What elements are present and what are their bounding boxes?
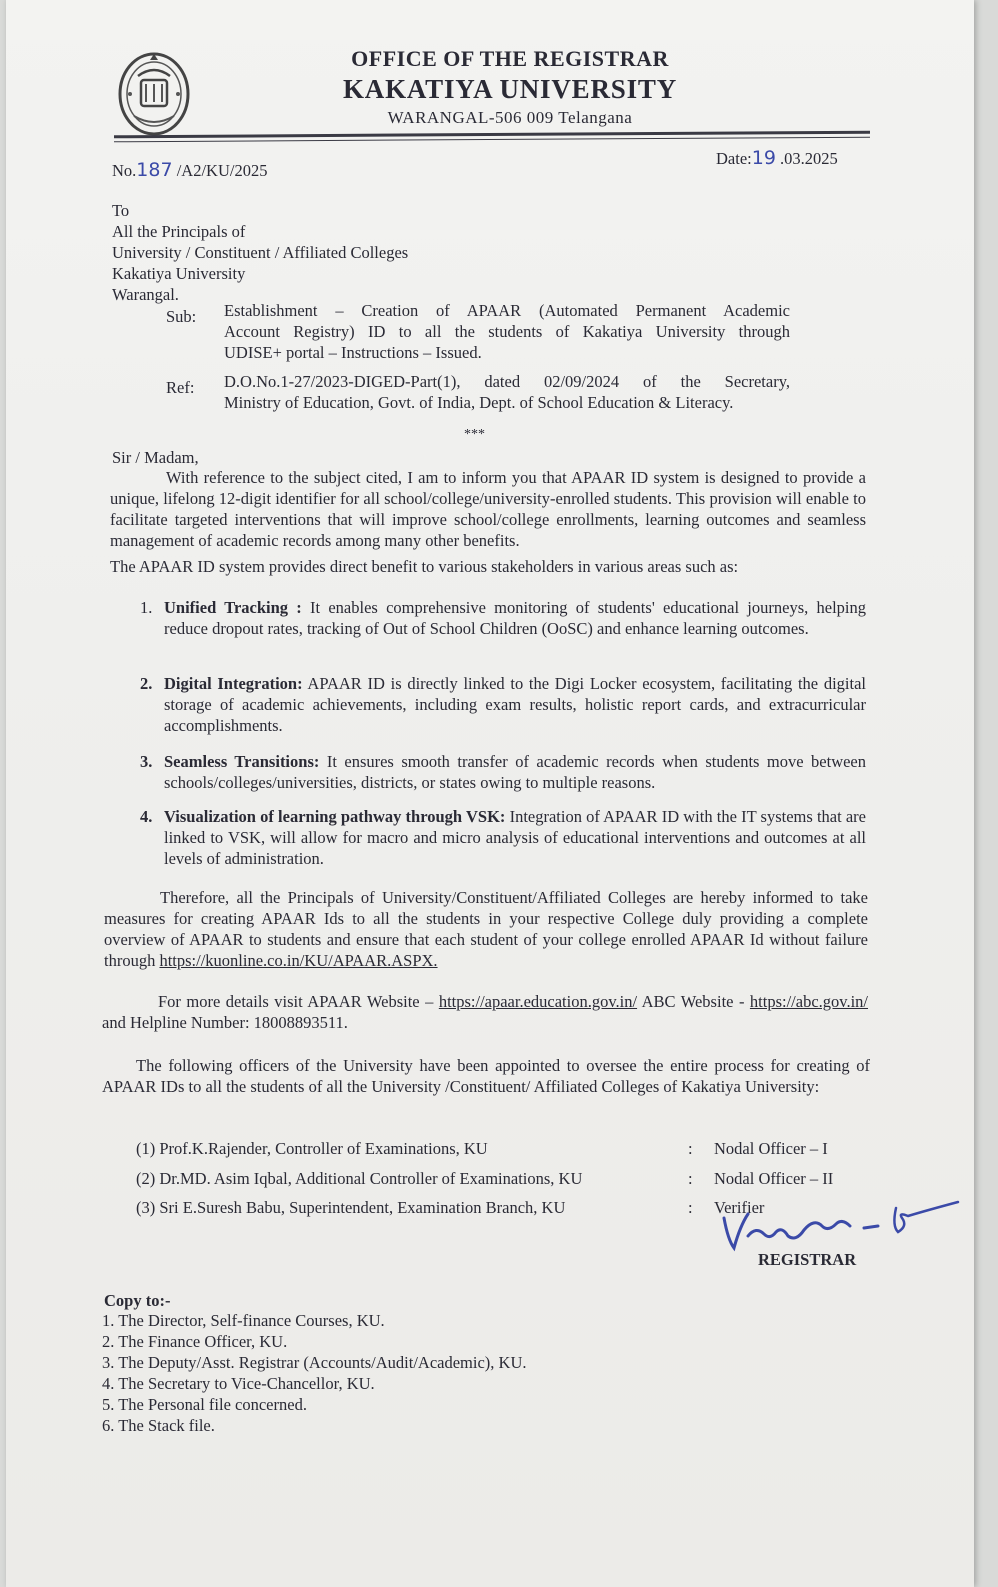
- registrar-signature-icon: [718, 1196, 968, 1256]
- officer-separator: :: [688, 1169, 693, 1188]
- subject-label: Sub:: [166, 307, 197, 326]
- officer-name: (3) Sri E.Suresh Babu, Superintendent, Examination Branch, KU: [136, 1198, 566, 1217]
- officer-separator: :: [688, 1139, 693, 1158]
- letter-number: No.187 /A2/KU/2025: [112, 159, 268, 181]
- benefits-intro: The APAAR ID system provides direct benefit to various stakeholders in various areas such as:: [110, 557, 739, 576]
- apaar-website-link[interactable]: https://apaar.education.gov.in/: [438, 992, 638, 1011]
- letter-sheet: OFFICE OF THE REGISTRAR KAKATIYA UNIVERSITY WARANGAL-506 009 Telangana No.187 /A2/KU/2025 Date:19 .03.2025 To All the Principals of University / Constituent / Affiliated Colleges Kakatiya University Warangal. Sub: Establishment – Creation of APAAR (Automated Permanent Academic Account Registry) ID to all the students of Kakatiya University through UDISE+ portal – Instructions – Issued. Ref: D.O.No.1-27/2023-DIGED-Part(1), dated 02/09/2024 of the Secretary, Ministry of Education, Govt. of India, Dept. of School Education & Literacy. *** Sir / Madam, With reference to the subject cited, I am to inform you that APAAR ID system is designed to provide a unique, lifelong 12-digit identifier for all school/college/university-enrolled students. This provision will enable to facilitate targeted interventions that will improve school/college enrollments, learning outcomes and seamless management of academic records among many other benefits. The APAAR ID system provides direct benefit to various stakeholders in various areas such as: 1. Unified Tracking : It enables comprehensive monitoring of students' educational journeys, helping reduce dropout rates, tracking of Out of School Children (OoSC) and enhance learning outcomes. 2. Digital Integration: APAAR ID is directly linked to the Digi Locker ecosystem, facilitating the digital storage of academic achievements, including exam results, holistic report cards, and extracurricular accomplishments. 3. Seamless Transitions: It ensures smooth transfer of academic records when students move between schools/colleges/universities, districts, or states owing to multiple reasons. 4. Visualization of learning pathway through VSK: Integration of APAAR ID with the IT systems that are linked to VSK, will allow for macro and micro analysis of educational interventions and outcomes at all levels of administration. Therefore, all the Principals of University/Constituent/Affiliated Colleges are hereby informed to take measures for creating APAAR Ids to all the students in your respective College duly providing a complete overview of APAAR to students and ensure that each student of your college enrolled APAAR Id without failure through https://kuonline.co.in/KU/APAAR.ASPX. For more details visit APAAR Website – https://apaar.education.gov.in/ ABC Website - https://abc.gov.in/ and Helpline Number: 18008893511. The following officers of the University have been appointed to oversee the entire process for creating of APAAR IDs to all the students of all the University /Constituent/ Affiliated Colleges of Kakatiya University: (1) Prof.K.Rajender, Controller of Examinations, KU : Nodal Officer – I (2) Dr.MD. Asim Iqbal, Additional Controller of Examinations, KU : Nodal Officer – II (3) Sri E.Suresh Babu, Superintendent, Examination Branch, KU : Verifier REGISTRAR Copy to:- 1. The Director, Self-finance Courses, KU. 2. The Finance Officer, KU. 3. The Deputy/Asst. Registrar (Accounts/Audit/Academic), KU. 4. The Secretary to Vice-Chancellor, KU. 5. The Personal file concerned. 6. The Stack file.: [6, 0, 974, 1587]
- copy-to-list: [102, 1310, 526, 1436]
- kuonline-link[interactable]: https://kuonline.co.in/KU/APAAR.ASPX.: [159, 951, 438, 970]
- benefit-title: Digital Integration:: [164, 674, 303, 693]
- addressee-block: To All the Principals of University / Constituent / Affiliated Colleges Kakatiya University Warangal.: [112, 201, 409, 304]
- officer-role: Nodal Officer – I: [714, 1139, 828, 1158]
- salutation: Sir / Madam,: [112, 448, 199, 467]
- list-item: 1. The Director, Self-finance Courses, KU.: [102, 1311, 385, 1330]
- officers-intro: The following officers of the University have been appointed to oversee the entire process for creating of APAAR IDs to all the students of all the University /Constituent/ Affiliated Colleges of Kakatiya University:: [102, 1056, 870, 1096]
- intro-paragraph: With reference to the subject cited, I am to inform you that APAAR ID system is designed to provide a unique, lifelong 12-digit identifier for all school/college/university-enrolled students. This provision will enable to facilitate targeted interventions that will improve school/college enrollments, learning outcomes and seamless management of academic records among many other benefits.: [110, 468, 866, 550]
- office-title: OFFICE OF THE REGISTRAR: [351, 46, 669, 71]
- abc-website-link[interactable]: https://abc.gov.in/: [749, 992, 869, 1011]
- list-item: 4. The Secretary to Vice-Chancellor, KU.: [102, 1374, 375, 1393]
- list-item: 6. The Stack file.: [102, 1416, 215, 1435]
- list-item: 2. The Finance Officer, KU.: [102, 1332, 288, 1351]
- ref-text: D.O.No.1-27/2023-DIGED-Part(1), dated 02/09/2024 of the Secretary, Ministry of Education, Govt. of India, Dept. of School Education & Literacy.: [224, 372, 790, 412]
- list-item: 5. The Personal file concerned.: [102, 1395, 307, 1414]
- university-name: KAKATIYA UNIVERSITY: [342, 74, 678, 104]
- letter-number-handwritten: 187: [136, 159, 173, 181]
- benefit-title: Unified Tracking :: [164, 598, 302, 617]
- signatory-title: REGISTRAR: [758, 1250, 857, 1269]
- university-address: WARANGAL-506 009 Telangana: [387, 108, 633, 127]
- officer-separator: :: [688, 1198, 693, 1217]
- officer-name: (1) Prof.K.Rajender, Controller of Examinations, KU: [136, 1139, 488, 1158]
- list-item: 3. The Deputy/Asst. Registrar (Accounts/Audit/Academic), KU.: [102, 1353, 527, 1372]
- officer-role: Verifier: [714, 1198, 765, 1217]
- separator-stars: ***: [464, 427, 485, 442]
- benefit-title: Seamless Transitions:: [164, 752, 320, 771]
- officer-name: (2) Dr.MD. Asim Iqbal, Additional Controller of Examinations, KU: [136, 1169, 583, 1188]
- officer-role: Nodal Officer – II: [714, 1169, 834, 1188]
- ref-label: Ref:: [166, 378, 195, 397]
- therefore-paragraph: Therefore, all the Principals of University/Constituent/Affiliated Colleges are hereby informed to take measures for creating APAAR Ids to all the students in your respective College duly providing a complete overview of APAAR to students and ensure that each student of your college enrolled APAAR Id without failure through https://kuonline.co.in/KU/APAAR.ASPX.: [104, 888, 868, 970]
- letter-date: Date:19 .03.2025: [716, 147, 838, 169]
- copy-to-label: Copy to:-: [104, 1291, 171, 1310]
- letter-date-handwritten: 19: [751, 147, 776, 169]
- details-paragraph: For more details visit APAAR Website – https://apaar.education.gov.in/ ABC Website - https://abc.gov.in/ and Helpline Number: 18008893511.: [102, 992, 869, 1032]
- benefit-title: Visualization of learning pathway through VSK:: [164, 807, 506, 826]
- subject-text: Establishment – Creation of APAAR (Automated Permanent Academic Account Registry) ID to all the students of Kakatiya University through UDISE+ portal – Instructions – Issued.: [224, 301, 790, 362]
